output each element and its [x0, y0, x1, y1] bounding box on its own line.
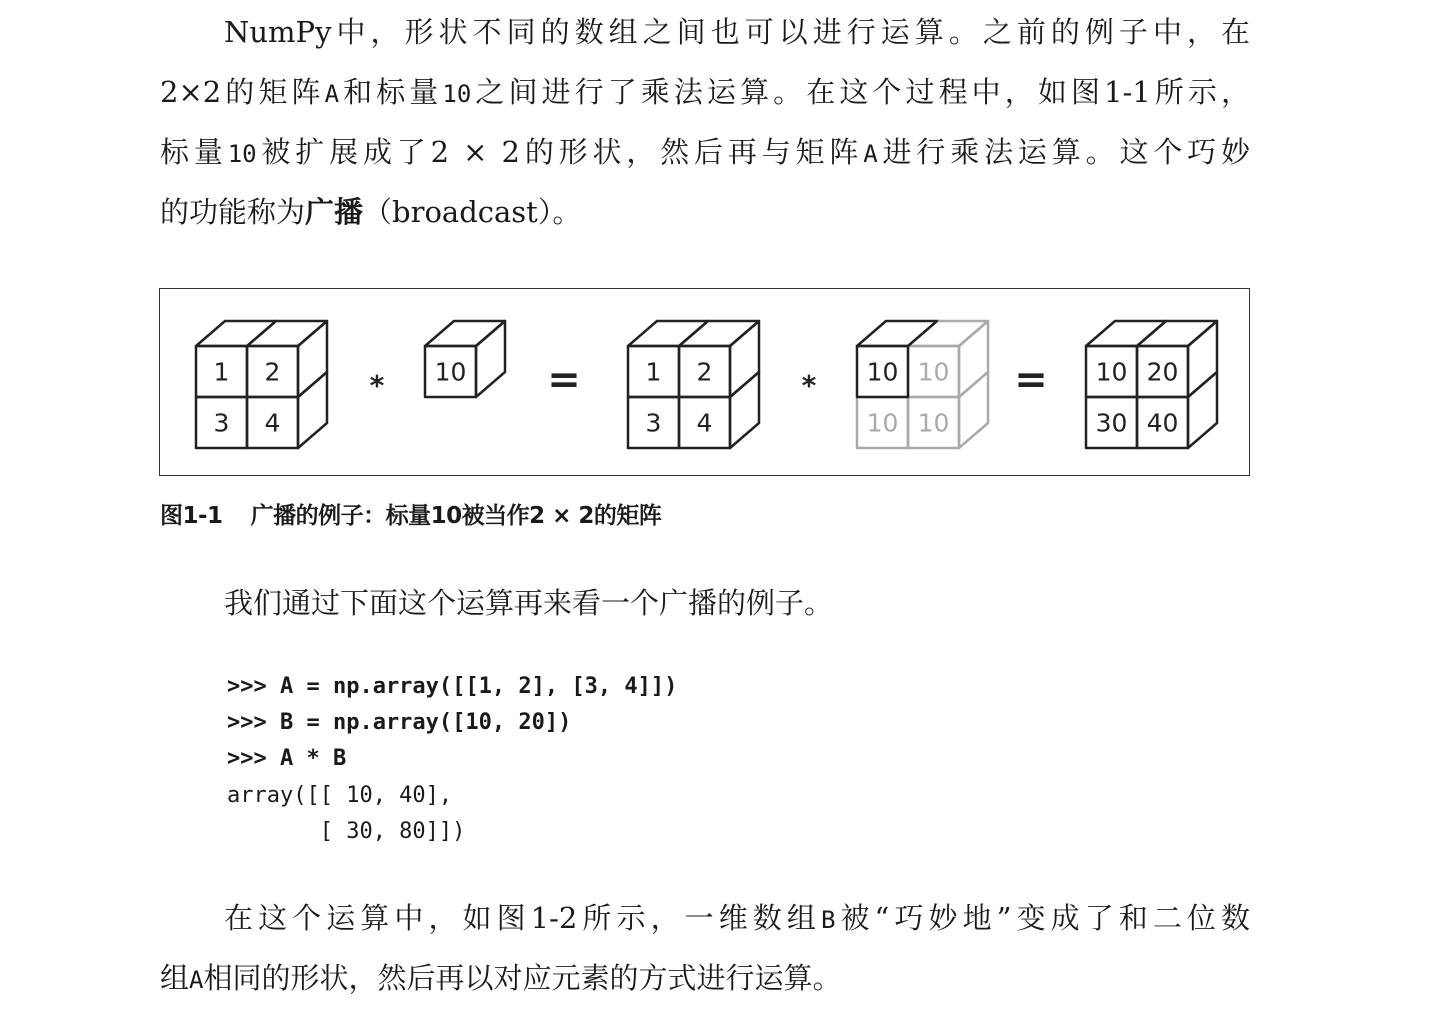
cube-cell-value: 10 [917, 357, 950, 387]
figure-broadcast [159, 288, 1250, 476]
cube-top-face [857, 321, 937, 346]
code-line: >>> A = np.array([[1, 2], [3, 4]]) [227, 674, 678, 699]
cube-cell-value: 2 [696, 357, 713, 387]
bold-term: 广播 [305, 195, 364, 229]
cube-side-face [959, 372, 988, 448]
cube-cell-value: 4 [264, 408, 281, 438]
paragraph-line [224, 12, 1250, 52]
inline-code: 10 [227, 140, 257, 168]
paragraph-line [160, 132, 1250, 174]
cube-cell-value: 3 [645, 408, 662, 438]
text: 在这个运算中，如图1-2所示，一维数组 [224, 901, 821, 935]
code-output: [ 30, 80]]) [227, 819, 466, 844]
cube-cell-value: 2 [264, 357, 281, 387]
cube-side-face [476, 321, 505, 397]
code-line: >>> B = np.array([10, 20]) [227, 710, 572, 735]
text: 的功能称为 [160, 195, 306, 229]
inline-code: B [820, 906, 836, 934]
inline-code: A [189, 966, 204, 994]
cube-cell-value: 10 [1095, 357, 1128, 387]
cube-cell-value: 40 [1146, 408, 1179, 438]
text: （broadcast）。 [363, 195, 582, 229]
cube-cell-value: 10 [866, 357, 899, 387]
text: 被扩展成了2 × 2的形状，然后再与矩阵 [256, 135, 864, 169]
text: 之间进行了乘法运算。在这个过程中，如图1-1所示， [471, 75, 1250, 109]
cube-cell-value: 10 [434, 357, 467, 387]
cube-side-face [730, 372, 759, 448]
cube-cell-value: 3 [213, 408, 230, 438]
cube-top-face [196, 321, 276, 346]
text: 我们通过下面这个运算再来看一个广播的例子。 [224, 586, 834, 620]
cube-top-face [425, 321, 505, 346]
text: 标量 [160, 135, 228, 169]
cube-top-face [908, 321, 988, 346]
cube-cell-value: 1 [213, 357, 230, 387]
figure-caption [160, 497, 661, 530]
text: 2×2的矩阵 [160, 75, 325, 109]
text: NumPy中，形状不同的数组之间也可以进行运算。之前的例子中，在 [224, 15, 1250, 49]
text: 和标量 [339, 75, 443, 109]
code-line: >>> A * B [227, 746, 347, 771]
cube-side-face [298, 372, 327, 448]
multiply-operator: * [801, 369, 817, 402]
paragraph-line [160, 72, 1250, 114]
equals-operator: = [547, 357, 581, 403]
caption-text: 广播的例子：标量10被当作2 × 2的矩阵 [250, 503, 662, 529]
text: 被“巧妙地”变成了和二位数 [835, 901, 1251, 935]
cube-side-face [1188, 372, 1217, 448]
cube-cell-value: 20 [1146, 357, 1179, 387]
cube-cell-value: 30 [1095, 408, 1128, 438]
cube-top-face [1137, 321, 1217, 346]
multiply-operator: * [369, 369, 385, 402]
code-output: array([[ 10, 40], [227, 783, 453, 808]
cube-top-face [247, 321, 327, 346]
cube-cell-value: 10 [866, 408, 899, 438]
cube-top-face [1086, 321, 1166, 346]
equals-operator: = [1014, 357, 1048, 403]
cube-top-face [628, 321, 708, 346]
inline-code: A [863, 140, 878, 168]
paragraph-line [224, 898, 1250, 940]
cube-top-face [679, 321, 759, 346]
paragraph-line [160, 958, 1250, 1000]
text: 组 [160, 961, 190, 995]
cube-cell-value: 4 [696, 408, 713, 438]
text: 相同的形状，然后再以对应元素的方式进行运算。 [203, 961, 842, 995]
cube-cell-value: 1 [645, 357, 662, 387]
paragraph-line [160, 192, 1250, 232]
cube-cell-value: 10 [917, 408, 950, 438]
text: 进行乘法运算。这个巧妙 [877, 135, 1250, 169]
paragraph-line [224, 583, 1250, 623]
figure-diagram [160, 289, 1251, 477]
caption-label: 图1-1 [160, 503, 223, 529]
inline-code: 10 [442, 80, 472, 108]
inline-code: A [324, 80, 340, 108]
